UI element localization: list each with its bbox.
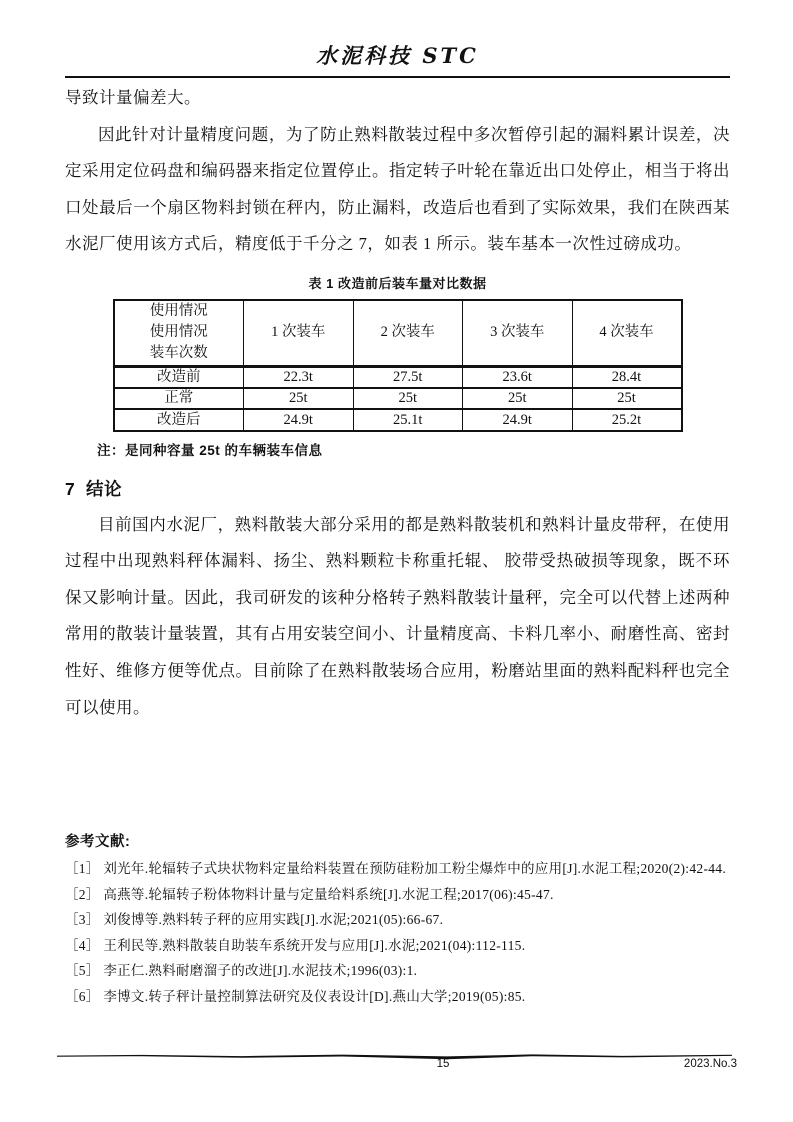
loading-comparison-table <box>113 299 683 432</box>
corner-line: 装车次数 <box>149 345 208 362</box>
column-header: 4 次装车 <box>572 300 682 366</box>
table-cell: 25.1t <box>353 409 463 431</box>
column-header: 3 次装车 <box>463 300 573 366</box>
reference-item: ［5］ 李正仁.熟料耐磨溜子的改进[J].水泥技术;1996(03):1. <box>65 963 418 979</box>
row-label: 改造后 <box>114 409 244 431</box>
reference-item: ［2］ 高燕等.轮辐转子粉体物料计量与定量给料系统[J].水泥工程;2017(06):45-47. <box>65 886 554 902</box>
table-cell: 25t <box>353 388 463 410</box>
reference-item: ［6］ 李博文.转子秤计量控制算法研究及仪表设计[D].燕山大学;2019(05):85. <box>65 988 526 1004</box>
header-rule <box>65 76 730 78</box>
corner-line: 使用情况 <box>149 303 208 320</box>
table-note: 注：是同种容量 25t 的车辆装车信息 <box>97 442 323 458</box>
table-row <box>114 409 682 431</box>
reference-item: ［1］ 刘光年.轮辐转子式块状物料定量给料装置在预防硅粉加工粉尘爆炸中的应用[J].水泥工程;2020(2):42-44. <box>65 861 727 877</box>
paragraph-main: 因此针对计量精度问题，为了防止熟料散装过程中多次暂停引起的漏料累计误差，决定采用定位码盘和编码器来指定位置停止。指定转子叶轮在靠近出口处停止，相当于将出口处最后一个扇区物料封锁在秤内，防止漏料，改造后也看到了实际效果，我们在陕西某水泥厂使用该方式后，精度低于千分之 7，如表 1 所示。装车基本一次性过磅成功。 <box>65 124 730 254</box>
footer-page-number: 15 <box>436 1058 450 1070</box>
column-header: 2 次装车 <box>353 300 463 366</box>
table-row <box>114 366 682 388</box>
row-label: 正常 <box>114 388 244 410</box>
corner-line: 使用情况 <box>149 324 208 341</box>
table-cell: 25t <box>572 388 682 410</box>
references-heading: 参考文献: <box>65 834 131 851</box>
table-cell: 24.9t <box>244 409 354 431</box>
table-cell: 27.5t <box>353 366 463 388</box>
references-section <box>65 830 730 1009</box>
table-cell: 22.3t <box>244 366 354 388</box>
column-header: 1 次装车 <box>244 300 354 366</box>
reference-item: ［3］ 刘俊博等.熟料转子秤的应用实践[J].水泥;2021(05):66-67. <box>65 912 444 928</box>
journal-title: 水泥科技 STC <box>316 43 479 68</box>
reference-item: ［4］ 王利民等.熟料散装自助装车系统开发与应用[J].水泥;2021(04):112-115. <box>65 937 526 953</box>
table-cell: 25t <box>463 388 573 410</box>
table-caption: 表 1 改造前后装车量对比数据 <box>308 276 487 292</box>
table-header-row <box>114 300 682 366</box>
table-cell: 28.4t <box>572 366 682 388</box>
table-cell: 24.9t <box>463 409 573 431</box>
table-corner-cell <box>114 300 244 366</box>
conclusion-paragraph: 目前国内水泥厂，熟料散装大部分采用的都是熟料散装机和熟料计量皮带秤，在使用过程中出现熟料秤体漏料、扬尘、熟料颗粒卡称重托辊、 胶带受热破损等现象，既不环保又影响计量。因此，我司研发的该种分格转子熟料散装计量秤，完全可以代替上述两种常用的散装计量装置，其有占用安装空间小、计量精度高、卡料几率小、耐磨性高、密封性好、维修方便等优点。目前除了在熟料散装场合应用，粉磨站里面的熟料配料秤也完全可以使用。 <box>65 514 730 717</box>
footer-rule <box>57 1053 732 1060</box>
row-label: 改造前 <box>114 366 244 388</box>
section-heading-conclusion: 7 结论 <box>65 478 122 499</box>
paragraph-continued: 导致计量偏差大。 <box>65 88 201 108</box>
table-cell: 25.2t <box>572 409 682 431</box>
table-cell: 23.6t <box>463 366 573 388</box>
table-row <box>114 388 682 410</box>
table-cell: 25t <box>244 388 354 410</box>
footer-issue-label: 2023.No.3 <box>683 1058 737 1070</box>
